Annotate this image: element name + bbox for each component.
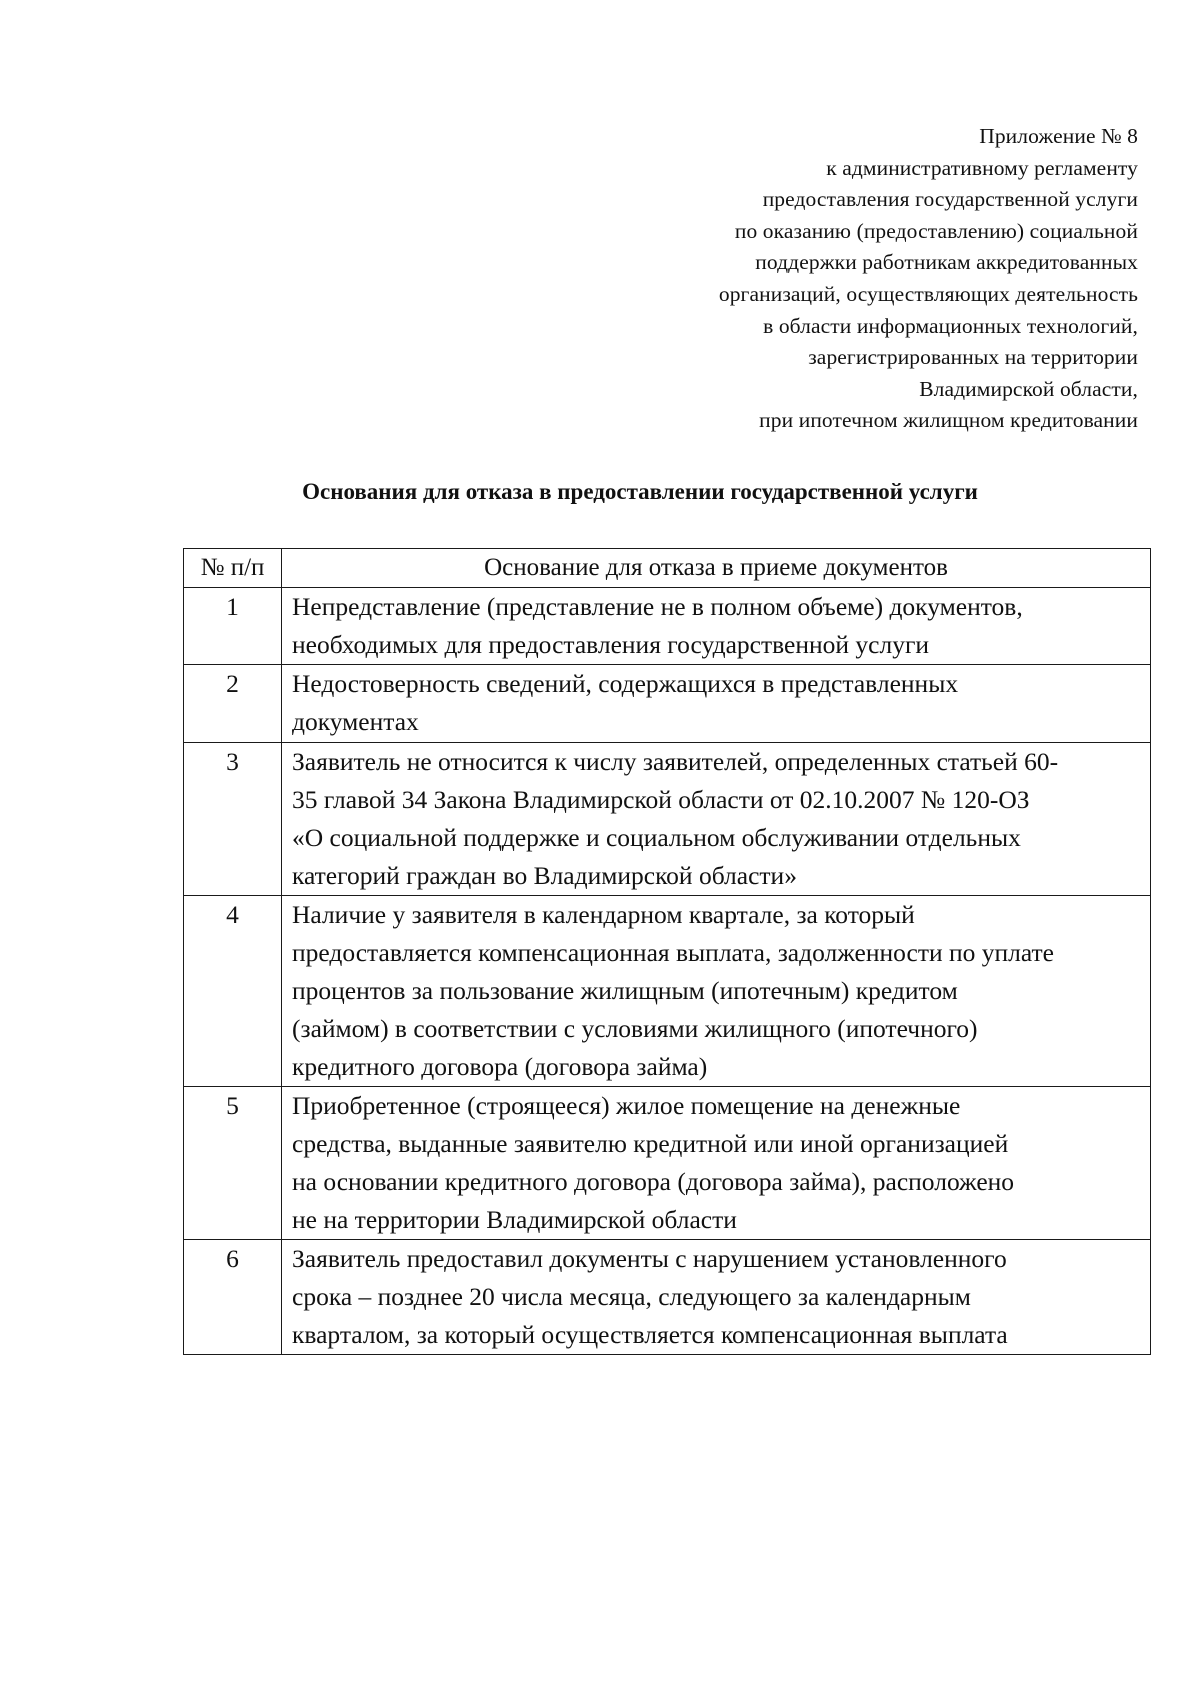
appendix-line: в области информационных технологий,	[763, 313, 1138, 338]
reason-line: процентов за пользование жилищным (ипотечным) кредитом	[292, 976, 958, 1005]
row-reason	[282, 896, 1151, 1087]
row-reason	[282, 588, 1151, 665]
appendix-line: организаций, осуществляющих деятельность	[718, 281, 1138, 306]
table-row	[184, 1087, 1151, 1240]
reason-line: Заявитель не относится к числу заявителей, определенных статьей 60-	[292, 747, 1059, 776]
reason-line: категорий граждан во Владимирской области»	[292, 861, 797, 890]
reason-line: не на территории Владимирской области	[292, 1205, 737, 1234]
row-reason	[282, 665, 1151, 743]
reason-line: Непредставление (представление не в полном объеме) документов,	[292, 592, 1023, 621]
appendix-line: Владимирской области,	[919, 376, 1138, 401]
reason-line: на основании кредитного договора (договора займа), расположено	[292, 1167, 1015, 1196]
reason-line: средства, выданные заявителю кредитной или иной организацией	[292, 1129, 1009, 1158]
reason-line: Заявитель предоставил документы с нарушением установленного	[292, 1244, 1007, 1273]
reason-line: Приобретенное (строящееся) жилое помещение на денежные	[292, 1091, 961, 1120]
reason-line: кварталом, за который осуществляется компенсационная выплата	[292, 1320, 1008, 1349]
appendix-line: по оказанию (предоставлению) социальной	[734, 218, 1138, 243]
table-row	[184, 743, 1151, 896]
appendix-line: поддержки работникам аккредитованных	[755, 250, 1138, 275]
appendix-line: предоставления государственной услуги	[762, 187, 1138, 212]
document-title: Основания для отказа в предоставлении государственной услуги	[302, 479, 978, 504]
row-number: 1	[184, 588, 282, 665]
appendix-line: при ипотечном жилищном кредитовании	[759, 408, 1138, 433]
reason-line: Недостоверность сведений, содержащихся в представленных	[292, 669, 959, 698]
table-row	[184, 896, 1151, 1087]
table-row	[184, 588, 1151, 665]
reason-line: (займом) в соответствии с условиями жилищного (ипотечного)	[292, 1014, 978, 1043]
row-number: 5	[184, 1087, 282, 1240]
appendix-block	[578, 121, 1138, 437]
table-row	[184, 1240, 1151, 1355]
reason-line: 35 главой 34 Закона Владимирской области от 02.10.2007 № 120-ОЗ	[292, 785, 1030, 814]
table-header-row	[184, 549, 1151, 588]
appendix-line: Приложение № 8	[979, 124, 1138, 148]
row-number: 4	[184, 896, 282, 1087]
row-reason	[282, 1240, 1151, 1355]
reason-line: кредитного договора (договора займа)	[292, 1052, 708, 1081]
row-number: 2	[184, 665, 282, 743]
reason-line: срока – позднее 20 числа месяца, следующего за календарным	[292, 1282, 971, 1311]
appendix-line: к административному регламенту	[826, 155, 1138, 180]
row-number: 6	[184, 1240, 282, 1355]
row-reason	[282, 743, 1151, 896]
appendix-line: зарегистрированных на территории	[808, 345, 1138, 370]
table-row	[184, 665, 1151, 743]
row-number: 3	[184, 743, 282, 896]
column-header-reason: Основание для отказа в приеме документов	[282, 549, 1151, 588]
reason-line: необходимых для предоставления государственной услуги	[292, 630, 930, 659]
reason-line: предоставляется компенсационная выплата, задолженности по уплате	[292, 938, 1054, 967]
refusal-grounds-table	[183, 548, 1151, 1355]
reason-line: Наличие у заявителя в календарном квартале, за который	[292, 900, 915, 929]
column-header-number: № п/п	[184, 549, 282, 588]
reason-line: документах	[292, 707, 419, 736]
reason-line: «О социальной поддержке и социальном обслуживании отдельных	[292, 823, 1021, 852]
row-reason	[282, 1087, 1151, 1240]
